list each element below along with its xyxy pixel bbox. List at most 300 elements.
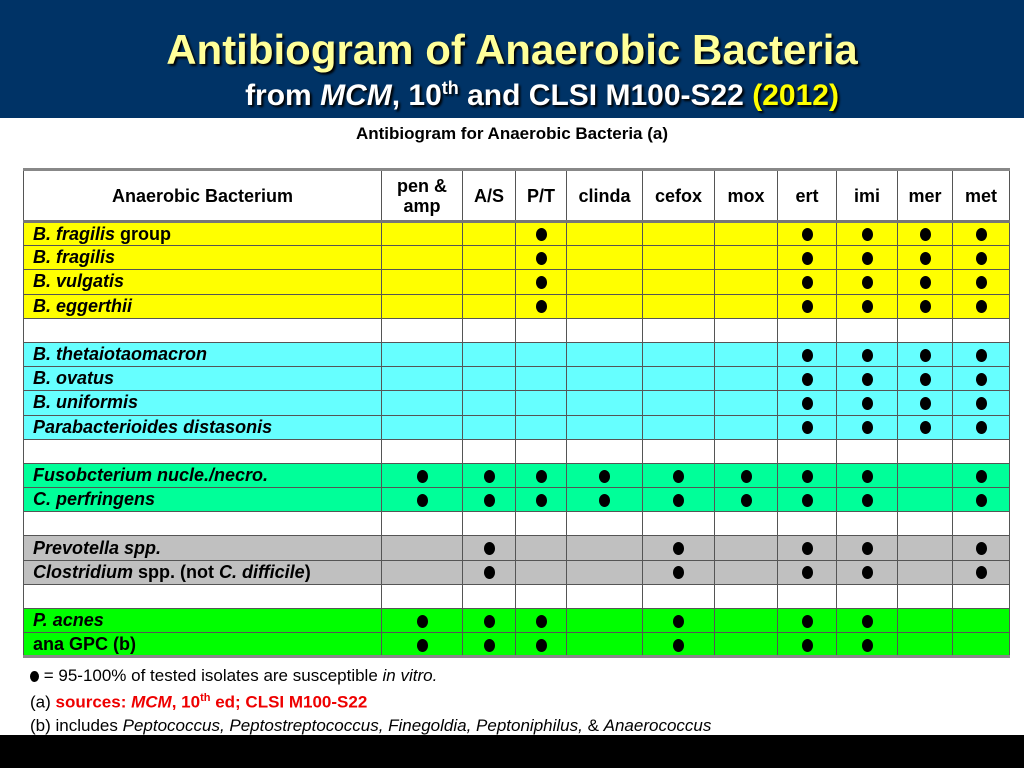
name-segment: P. acnes: [33, 610, 104, 631]
susceptibility-cell: [516, 536, 567, 560]
susceptibility-cell: [778, 391, 837, 415]
susceptibility-cell: [898, 609, 953, 633]
dot-icon: [862, 373, 873, 386]
susceptibility-cell: [382, 391, 463, 415]
susceptibility-cell: [898, 415, 953, 439]
susceptibility-cell: [837, 560, 898, 584]
susceptibility-cell: [643, 512, 715, 536]
column-header: ert: [778, 170, 837, 222]
susceptibility-cell: [567, 560, 643, 584]
susceptibility-cell: [898, 584, 953, 608]
table-row: [24, 342, 1010, 366]
susceptibility-cell: [715, 415, 778, 439]
bacterium-name: [24, 367, 382, 391]
footnotes: [30, 664, 711, 737]
dot-icon: [976, 276, 987, 289]
bacterium-name: [24, 463, 382, 487]
susceptibility-cell: [382, 246, 463, 270]
dot-icon: [741, 494, 752, 507]
note-b-amp: &: [582, 715, 604, 735]
susceptibility-cell: [516, 560, 567, 584]
bacterium-name: [24, 222, 382, 246]
susceptibility-cell: [898, 633, 953, 657]
table-row: [24, 488, 1010, 512]
dot-icon: [484, 494, 495, 507]
bacterium-name: [24, 246, 382, 270]
susceptibility-cell: [715, 270, 778, 294]
name-segment: C. perfringens: [33, 489, 156, 510]
susceptibility-cell: [898, 342, 953, 366]
susceptibility-cell: [837, 294, 898, 318]
susceptibility-cell: [382, 439, 463, 463]
susceptibility-cell: [837, 391, 898, 415]
susceptibility-cell: [778, 560, 837, 584]
susceptibility-cell: [567, 633, 643, 657]
susceptibility-cell: [837, 609, 898, 633]
table-row: [24, 633, 1010, 657]
dot-icon: [536, 300, 547, 313]
dot-icon: [920, 300, 931, 313]
column-header: imi: [837, 170, 898, 222]
susceptibility-cell: [463, 342, 516, 366]
susceptibility-cell: [898, 512, 953, 536]
susceptibility-cell: [382, 536, 463, 560]
susceptibility-cell: [463, 488, 516, 512]
column-header: Anaerobic Bacterium: [24, 170, 382, 222]
dot-icon: [536, 639, 547, 652]
susceptibility-cell: [715, 294, 778, 318]
dot-icon: [862, 252, 873, 265]
susceptibility-cell: [567, 367, 643, 391]
dot-icon: [862, 494, 873, 507]
susceptibility-cell: [463, 584, 516, 608]
susceptibility-cell: [516, 609, 567, 633]
dot-icon: [484, 639, 495, 652]
dot-icon: [802, 470, 813, 483]
susceptibility-cell: [382, 584, 463, 608]
dot-icon: [536, 615, 547, 628]
dot-icon: [536, 276, 547, 289]
susceptibility-cell: [567, 294, 643, 318]
susceptibility-cell: [778, 294, 837, 318]
antibiogram-table: [23, 168, 1010, 658]
susceptibility-cell: [953, 294, 1010, 318]
susceptibility-cell: [837, 246, 898, 270]
column-header: mer: [898, 170, 953, 222]
slide-subtitle: [0, 78, 1024, 113]
susceptibility-cell: [953, 609, 1010, 633]
susceptibility-cell: [382, 463, 463, 487]
susceptibility-cell: [643, 246, 715, 270]
column-header: pen & amp: [382, 170, 463, 222]
name-segment: B. vulgatis: [33, 271, 125, 292]
dot-icon: [976, 397, 987, 410]
name-segment: Prevotella spp.: [33, 537, 162, 558]
note-a-clsi: ed; CLSI M100-S22: [210, 692, 368, 712]
susceptibility-cell: [382, 560, 463, 584]
susceptibility-cell: [463, 609, 516, 633]
susceptibility-cell: [715, 633, 778, 657]
dot-icon: [599, 470, 610, 483]
dot-icon: [920, 349, 931, 362]
susceptibility-cell: [778, 512, 837, 536]
legend-note: [30, 664, 711, 687]
dot-icon: [484, 615, 495, 628]
susceptibility-cell: [778, 342, 837, 366]
susceptibility-cell: [567, 415, 643, 439]
susceptibility-cell: [837, 367, 898, 391]
dot-icon: [976, 542, 987, 555]
susceptibility-cell: [463, 633, 516, 657]
dot-icon: [802, 542, 813, 555]
susceptibility-cell: [953, 246, 1010, 270]
susceptibility-cell: [463, 439, 516, 463]
bacterium-name: [24, 560, 382, 584]
susceptibility-cell: [953, 391, 1010, 415]
susceptibility-cell: [953, 318, 1010, 342]
bacterium-name: [24, 270, 382, 294]
susceptibility-cell: [516, 439, 567, 463]
susceptibility-cell: [567, 222, 643, 246]
subtitle-th: th: [441, 78, 459, 98]
subtitle-clsi: and CLSI M100-S22: [458, 79, 753, 112]
susceptibility-cell: [715, 246, 778, 270]
dot-icon: [976, 252, 987, 265]
susceptibility-cell: [643, 439, 715, 463]
dot-icon: [920, 373, 931, 386]
note-a-mcm: MCM: [131, 692, 172, 712]
susceptibility-cell: [778, 222, 837, 246]
name-segment: B. thetaiotaomacron: [33, 344, 208, 365]
susceptibility-cell: [567, 318, 643, 342]
dot-icon: [920, 397, 931, 410]
susceptibility-cell: [778, 367, 837, 391]
susceptibility-cell: [567, 391, 643, 415]
dot-icon: [802, 421, 813, 434]
susceptibility-cell: [898, 488, 953, 512]
susceptibility-cell: [516, 633, 567, 657]
susceptibility-cell: [837, 318, 898, 342]
dot-icon: [920, 228, 931, 241]
dot-icon: [862, 542, 873, 555]
susceptibility-cell: [953, 536, 1010, 560]
bacterium-name: [24, 633, 382, 657]
name-segment: B. eggerthii: [33, 295, 133, 316]
dot-icon: [536, 228, 547, 241]
susceptibility-cell: [953, 463, 1010, 487]
susceptibility-cell: [715, 609, 778, 633]
table-row: [24, 560, 1010, 584]
table-row: [24, 270, 1010, 294]
dot-icon: [976, 566, 987, 579]
susceptibility-cell: [898, 391, 953, 415]
susceptibility-cell: [953, 584, 1010, 608]
dot-icon: [802, 397, 813, 410]
susceptibility-cell: [898, 246, 953, 270]
susceptibility-cell: [463, 536, 516, 560]
susceptibility-cell: [898, 560, 953, 584]
susceptibility-cell: [643, 584, 715, 608]
table-row: [24, 222, 1010, 246]
note-b: [30, 714, 711, 737]
bottom-bar: [0, 735, 1024, 768]
susceptibility-cell: [898, 318, 953, 342]
dot-icon: [802, 349, 813, 362]
susceptibility-cell: [463, 512, 516, 536]
dot-icon: [673, 639, 684, 652]
dot-icon: [30, 671, 39, 682]
note-b-genera: Peptococcus, Peptostreptococcus, Finegoldia, Peptoniphilus,: [122, 715, 583, 735]
legend-italic: in vitro.: [382, 666, 438, 685]
susceptibility-cell: [463, 391, 516, 415]
dot-icon: [802, 494, 813, 507]
susceptibility-cell: [953, 367, 1010, 391]
susceptibility-cell: [715, 391, 778, 415]
dot-icon: [862, 421, 873, 434]
name-segment: C. difficile: [219, 561, 305, 582]
bacterium-name: [24, 391, 382, 415]
susceptibility-cell: [715, 584, 778, 608]
bacterium-name: [24, 536, 382, 560]
susceptibility-cell: [567, 246, 643, 270]
susceptibility-cell: [715, 488, 778, 512]
susceptibility-cell: [837, 633, 898, 657]
susceptibility-cell: [567, 463, 643, 487]
column-header: clinda: [567, 170, 643, 222]
dot-icon: [673, 615, 684, 628]
subtitle-text: from: [245, 79, 321, 112]
dot-icon: [862, 228, 873, 241]
note-b-label: (b) includes: [30, 715, 123, 735]
name-segment: Clostridium: [33, 561, 134, 582]
table-row: [24, 294, 1010, 318]
susceptibility-cell: [837, 512, 898, 536]
susceptibility-cell: [715, 342, 778, 366]
dot-icon: [802, 373, 813, 386]
dot-icon: [976, 470, 987, 483]
name-segment: Parabacterioides distasonis: [33, 416, 273, 437]
susceptibility-cell: [382, 415, 463, 439]
susceptibility-cell: [463, 318, 516, 342]
column-header: P/T: [516, 170, 567, 222]
bacterium-name: [24, 488, 382, 512]
susceptibility-cell: [715, 463, 778, 487]
susceptibility-cell: [463, 560, 516, 584]
dot-icon: [802, 252, 813, 265]
susceptibility-cell: [898, 463, 953, 487]
susceptibility-cell: [953, 633, 1010, 657]
susceptibility-cell: [837, 222, 898, 246]
susceptibility-cell: [382, 270, 463, 294]
subtitle-mcm: MCM: [320, 79, 392, 112]
susceptibility-cell: [567, 342, 643, 366]
susceptibility-cell: [516, 342, 567, 366]
table-caption: Antibiogram for Anaerobic Bacteria (a): [355, 124, 669, 143]
note-a-th: th: [200, 692, 211, 704]
bacterium-name: [24, 294, 382, 318]
dot-icon: [976, 228, 987, 241]
susceptibility-cell: [778, 488, 837, 512]
susceptibility-cell: [837, 584, 898, 608]
susceptibility-cell: [953, 488, 1010, 512]
susceptibility-cell: [516, 246, 567, 270]
susceptibility-cell: [837, 463, 898, 487]
susceptibility-cell: [778, 270, 837, 294]
dot-icon: [417, 639, 428, 652]
susceptibility-cell: [567, 488, 643, 512]
name-segment: B. fragilis: [33, 223, 116, 244]
susceptibility-cell: [778, 439, 837, 463]
spacer-row: [24, 318, 1010, 342]
susceptibility-cell: [778, 584, 837, 608]
susceptibility-cell: [778, 415, 837, 439]
susceptibility-cell: [567, 536, 643, 560]
susceptibility-cell: [463, 294, 516, 318]
dot-icon: [862, 276, 873, 289]
subtitle-edition: 10: [400, 79, 442, 112]
dot-icon: [920, 276, 931, 289]
susceptibility-cell: [837, 536, 898, 560]
susceptibility-cell: [643, 318, 715, 342]
dot-icon: [536, 494, 547, 507]
susceptibility-cell: [778, 536, 837, 560]
name-segment: ana GPC (b): [33, 633, 137, 654]
column-header: cefox: [643, 170, 715, 222]
susceptibility-cell: [715, 512, 778, 536]
dot-icon: [741, 470, 752, 483]
susceptibility-cell: [643, 609, 715, 633]
column-header: met: [953, 170, 1010, 222]
susceptibility-cell: [643, 391, 715, 415]
susceptibility-cell: [516, 294, 567, 318]
susceptibility-cell: [516, 415, 567, 439]
susceptibility-cell: [953, 222, 1010, 246]
susceptibility-cell: [778, 318, 837, 342]
susceptibility-cell: [382, 318, 463, 342]
susceptibility-cell: [837, 342, 898, 366]
table-header-row: [24, 170, 1010, 222]
dot-icon: [920, 421, 931, 434]
dot-icon: [673, 566, 684, 579]
susceptibility-cell: [463, 222, 516, 246]
susceptibility-cell: [715, 536, 778, 560]
susceptibility-cell: [643, 488, 715, 512]
susceptibility-cell: [778, 463, 837, 487]
susceptibility-cell: [953, 439, 1010, 463]
susceptibility-cell: [516, 488, 567, 512]
note-a-edition: 10: [176, 692, 201, 712]
susceptibility-cell: [643, 536, 715, 560]
susceptibility-cell: [898, 294, 953, 318]
susceptibility-cell: [463, 415, 516, 439]
susceptibility-cell: [516, 270, 567, 294]
susceptibility-cell: [953, 342, 1010, 366]
column-header: mox: [715, 170, 778, 222]
dot-icon: [599, 494, 610, 507]
susceptibility-cell: [567, 439, 643, 463]
note-a-comma: ,: [171, 692, 177, 712]
susceptibility-cell: [778, 246, 837, 270]
dot-icon: [673, 542, 684, 555]
susceptibility-cell: [898, 270, 953, 294]
dot-icon: [417, 470, 428, 483]
susceptibility-cell: [778, 633, 837, 657]
dot-icon: [536, 252, 547, 265]
bacterium-name: [24, 318, 382, 342]
note-b-last: Anaerococcus: [603, 715, 712, 735]
dot-icon: [920, 252, 931, 265]
susceptibility-cell: [898, 536, 953, 560]
subtitle-comma: ,: [391, 79, 401, 112]
bacterium-name: [24, 512, 382, 536]
susceptibility-cell: [643, 463, 715, 487]
subtitle-year: (2012): [752, 79, 839, 112]
table-row: [24, 415, 1010, 439]
bacterium-name: [24, 584, 382, 608]
dot-icon: [802, 639, 813, 652]
susceptibility-cell: [567, 270, 643, 294]
dot-icon: [802, 615, 813, 628]
susceptibility-cell: [643, 294, 715, 318]
dot-icon: [484, 470, 495, 483]
susceptibility-cell: [643, 222, 715, 246]
susceptibility-cell: [463, 246, 516, 270]
dot-icon: [862, 397, 873, 410]
name-segment: spp. (not: [133, 561, 219, 582]
susceptibility-cell: [463, 367, 516, 391]
susceptibility-cell: [837, 439, 898, 463]
table-row: [24, 367, 1010, 391]
susceptibility-cell: [715, 318, 778, 342]
name-segment: B. uniformis: [33, 392, 139, 413]
susceptibility-cell: [837, 270, 898, 294]
dot-icon: [673, 470, 684, 483]
susceptibility-cell: [382, 633, 463, 657]
bacterium-name: [24, 609, 382, 633]
susceptibility-cell: [643, 342, 715, 366]
susceptibility-cell: [382, 294, 463, 318]
susceptibility-cell: [643, 415, 715, 439]
dot-icon: [417, 615, 428, 628]
dot-icon: [536, 470, 547, 483]
susceptibility-cell: [643, 367, 715, 391]
susceptibility-cell: [715, 222, 778, 246]
dot-icon: [802, 276, 813, 289]
spacer-row: [24, 584, 1010, 608]
susceptibility-cell: [567, 512, 643, 536]
susceptibility-cell: [953, 270, 1010, 294]
column-header: A/S: [463, 170, 516, 222]
susceptibility-cell: [715, 560, 778, 584]
susceptibility-cell: [898, 222, 953, 246]
slide-title: Antibiogram of Anaerobic Bacteria: [166, 26, 858, 73]
susceptibility-cell: [567, 584, 643, 608]
susceptibility-cell: [953, 560, 1010, 584]
dot-icon: [802, 228, 813, 241]
dot-icon: [862, 639, 873, 652]
susceptibility-cell: [463, 270, 516, 294]
susceptibility-cell: [715, 367, 778, 391]
note-a-sources: sources:: [55, 692, 132, 712]
spacer-row: [24, 439, 1010, 463]
susceptibility-cell: [516, 367, 567, 391]
susceptibility-cell: [516, 463, 567, 487]
name-segment: B. fragilis: [33, 247, 116, 268]
name-segment: ): [304, 561, 311, 582]
susceptibility-cell: [643, 633, 715, 657]
susceptibility-cell: [953, 512, 1010, 536]
dot-icon: [976, 494, 987, 507]
